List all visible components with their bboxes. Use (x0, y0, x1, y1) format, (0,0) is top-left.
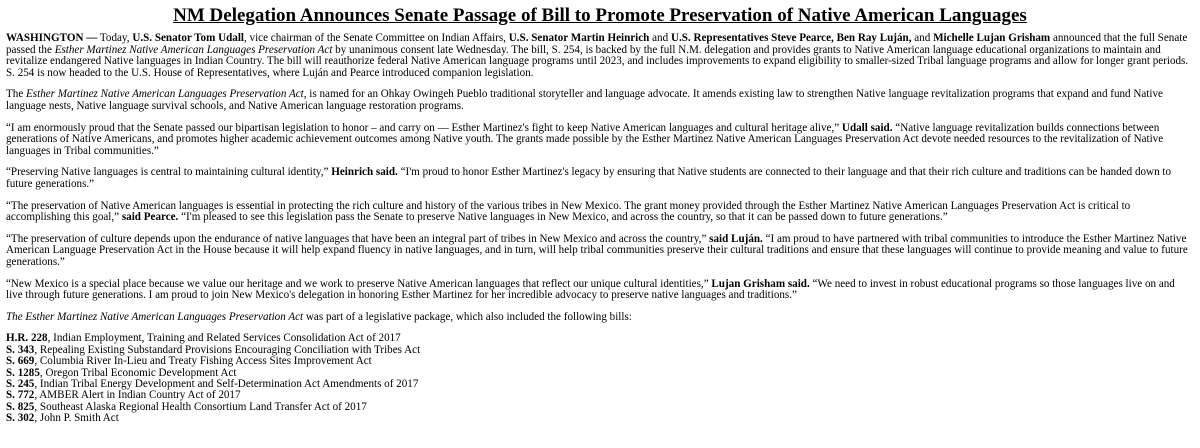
name-lujan-grisham: Michelle Lujan Grisham (933, 32, 1051, 44)
bill-number: S. 245 (6, 377, 35, 390)
quote: “I am enormously proud that the Senate passed our bipartisan legislation to honor – and carry on — Esther Martinez's fight to keep Native American languages and cultural heritage alive,” (6, 121, 840, 134)
text: , vice chairman of the Senate Committee on Indian Affairs, (244, 32, 509, 44)
dateline: WASHINGTON — (6, 32, 98, 44)
page-title: NM Delegation Announces Senate Passage of Bill to Promote Preservation of Native American Languages (173, 5, 1027, 26)
bill-number: S. 772 (6, 389, 35, 402)
bill-title: , Indian Employment, Training and Related Services Consolidation Act of 2017 (47, 332, 401, 345)
paragraph-lujan-quote (6, 234, 1194, 269)
text: The (6, 88, 27, 101)
bill-title: , AMBER Alert in Indian Country Act of 2017 (34, 389, 241, 402)
bill-title: , Southeast Alaska Regional Health Consortium Land Transfer Act of 2017 (34, 400, 367, 413)
name-representatives: U.S. Representatives Steve Pearce, Ben Ray Luján, (670, 32, 912, 44)
paragraph-intro (6, 33, 1194, 79)
text: was part of a legislative package, which also included the following bills: (303, 310, 632, 323)
bill-list (6, 333, 1194, 424)
quote: “We need to invest in robust educational programs so those languages live on and live through future generations. I am proud to join New Mexico's delegation in honoring Esther Martinez for her incredible advocacy to preserve native languages and traditions.” (6, 277, 1175, 302)
name-heinrich: U.S. Senator Martin Heinrich (508, 32, 650, 44)
text: by unanimous consent late Wednesday. The bill, S. 254, is backed by the full N.M. delegation and provides grants to Native American language educational organizations to maintain and revitalize endangered Native languages in Indian Country. The bill will reauthorize federal Native American language programs until 2023, and includes improvements to expand eligibility to smaller-sized Tribal language programs and allow for longer grant periods. S. 254 is now headed to the U.S. House of Representatives, where Luján and Pearce introduced companion legislation. (6, 43, 1189, 79)
bill-title: , Repealing Existing Substandard Provisions Encouraging Conciliation with Tribes Act (34, 343, 421, 356)
name-udall: U.S. Senator Tom Udall (132, 32, 244, 44)
act-title: Esther Martinez Native American Languages Preservation Act (26, 88, 304, 101)
speaker-attribution: said Luján. (706, 232, 763, 245)
paragraph-heinrich-quote (6, 167, 1194, 190)
bill-number: S. 1285 (6, 366, 40, 379)
quote: “I'm pleased to see this legislation pass the Senate to preserve Native languages in New Mexico, and across the country, so that it can be passed down to future generations.” (178, 211, 948, 224)
bill-number: S. 669 (6, 355, 35, 368)
text: , is named for an Ohkay Owingeh Pueblo traditional storyteller and language advocate. It amends existing law to strengthen Native language revitalization programs that expand and fund Native language nests, Native language survival schools, and Native American language restoration programs. (6, 88, 1163, 112)
bill-number: H.R. 228 (6, 332, 48, 345)
bill-title: , Columbia River In-Lieu and Treaty Fishing Access Sites Improvement Act (34, 355, 372, 368)
paragraph-pearce-quote (6, 201, 1194, 224)
speaker-attribution: Lujan Grisham said. (708, 277, 810, 290)
paragraph-package (6, 312, 1194, 324)
quote: “The preservation of Native American languages is essential in protecting the rich culture and history of the various tribes in New Mexico. The grant money provided through the Esther Martinez Native American Languages Preservation Act is critical to accomplishing this goal,” (6, 199, 1131, 224)
paragraph-udall-quote (6, 123, 1194, 158)
paragraph-act-description (6, 89, 1194, 112)
bill-item (6, 413, 1194, 424)
text: and (649, 32, 671, 44)
quote: “New Mexico is a special place because we value our heritage and we work to preserve Native American languages that reflect our unique cultural identities,” (6, 277, 709, 290)
quote: “The preservation of culture depends upon the endurance of native languages that have been an integral part of tribes in New Mexico and across the country,” (6, 232, 707, 245)
act-title: The Esther Martinez Native American Languages Preservation Act (6, 310, 304, 323)
quote: “Native language revitalization builds connections between generations of Native Americans, and promotes higher academic achievement outcomes among Native youth. The grants made possible by the Esther Martinez Native American Languages Preservation Act devote needed resources to the revitalization of Native languages in Tribal communities.” (6, 121, 1164, 157)
paragraph-lujan-grisham-quote (6, 279, 1194, 302)
act-title: Esther Martinez Native American Languages Preservation Act (54, 43, 333, 56)
bill-item (6, 402, 1194, 413)
bill-number: S. 302 (6, 412, 35, 425)
text: Today, (97, 32, 133, 44)
bill-title: , John P. Smith Act (34, 412, 119, 425)
text: announced that the full Senate passed the (6, 32, 1188, 56)
speaker-attribution: said Pearce. (119, 211, 179, 224)
bill-title: , Oregon Tribal Economic Development Act (39, 366, 237, 379)
bill-number: S. 825 (6, 400, 35, 413)
text: and (911, 32, 934, 44)
quote: “I am proud to have partnered with tribal communities to introduce the Esther Martinez Native American Language Preservation Act in the House because it will help expand fluency in native languages, and in turn, will help tribal communities preserve their cultural traditions and ensure that these languages will continue to provide meaning and value to future generations.” (6, 232, 1188, 268)
bill-number: S. 343 (6, 343, 35, 356)
bill-title: , Indian Tribal Energy Development and Self-Determination Act Amendments of 2017 (34, 377, 419, 390)
speaker-attribution: Heinrich said. (328, 166, 398, 179)
quote: “I'm proud to honor Esther Martinez's legacy by ensuring that Native students are connected to their language and that their rich culture and traditions can be handed down to future generations.” (6, 166, 1172, 190)
quote: “Preserving Native languages is central to maintaining cultural identity,” (6, 166, 329, 179)
speaker-attribution: Udall said. (839, 121, 893, 134)
